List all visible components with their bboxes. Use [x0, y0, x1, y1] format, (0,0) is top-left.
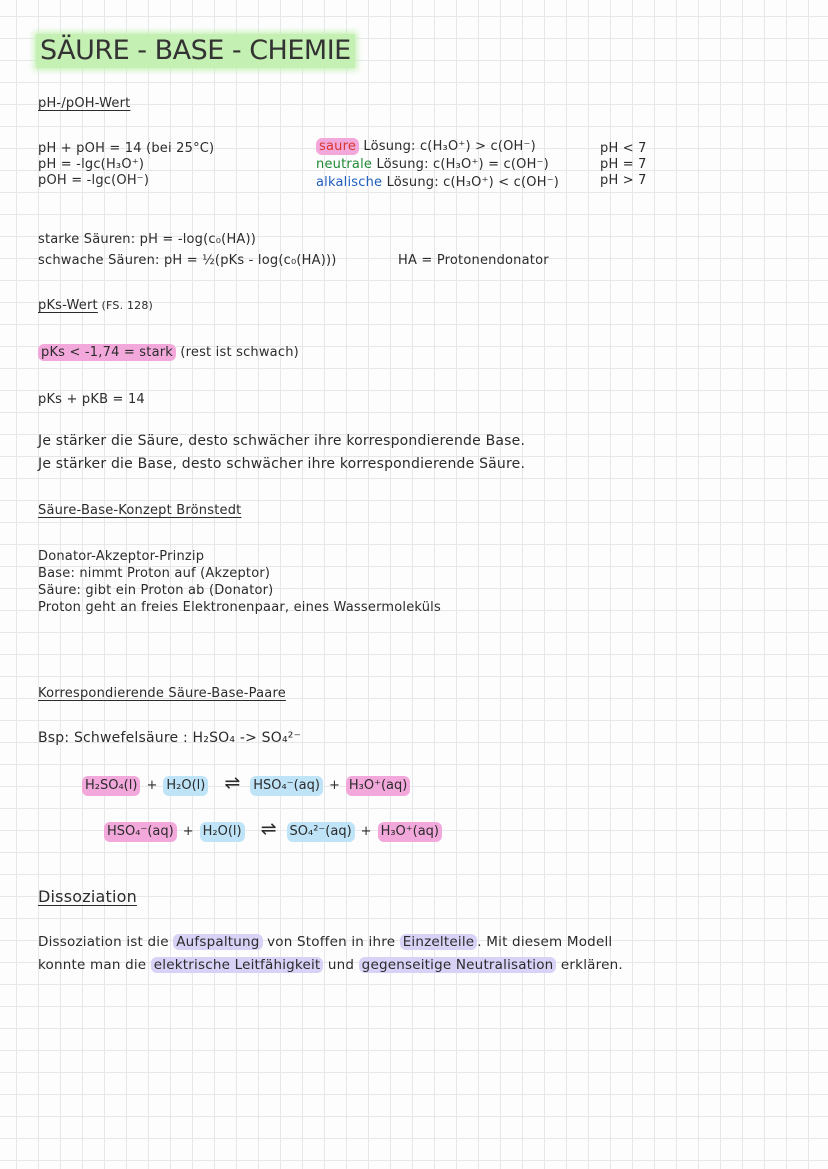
sulfuric-acid-example: Bsp: Schwefelsäure : H₂SO₄ -> SO₄²⁻	[38, 730, 302, 746]
reaction-2: HSO₄⁻(aq) + H₂O(l) ⇌ SO₄²⁻(aq) + H₃O⁺(aq)	[104, 817, 448, 842]
label-alkalische: alkalische	[316, 175, 383, 190]
equilibrium-arrow-icon: ⇌	[224, 772, 241, 794]
label-neutrale: neutrale	[316, 157, 373, 172]
dissociation-heading: Dissoziation	[38, 887, 137, 906]
rule-acid: Je stärker die Säure, desto schwächer ihre korrespondierende Base.	[38, 433, 526, 449]
r1-base: H₂O(l)	[163, 776, 208, 796]
reaction-1: H₂SO₄(l) + H₂O(l) ⇌ HSO₄⁻(aq) + H₃O⁺(aq)	[82, 771, 416, 796]
r2-acid: HSO₄⁻(aq)	[104, 822, 177, 842]
formula-poh: pOH = -lgc(OH⁻)	[38, 173, 150, 188]
formula-ph: pH = -lgc(H₃O⁺)	[38, 157, 145, 172]
bronsted-line-2: Base: nimmt Proton auf (Akzeptor)	[38, 566, 271, 581]
strong-acids-formula: starke Säuren: pH = -log(c₀(HA))	[38, 232, 257, 247]
highlight-einzelteile: Einzelteile	[400, 934, 478, 950]
pks-heading: pKs-Wert (FS. 128)	[38, 298, 154, 313]
ph-acidic: pH < 7	[600, 141, 647, 156]
r1-conj-base: HSO₄⁻(aq)	[250, 776, 323, 796]
ph-heading: pH-/pOH-Wert	[38, 96, 131, 111]
label-saure: saure	[316, 138, 359, 155]
r1-acid: H₂SO₄(l)	[82, 776, 140, 796]
pks-pkb-sum: pKs + pKB = 14	[38, 392, 145, 407]
highlight-neutralisation: gegenseitige Neutralisation	[359, 957, 557, 973]
r2-base: H₂O(l)	[200, 822, 245, 842]
ha-note: HA = Protonendonator	[398, 253, 549, 268]
solution-neutral: neutrale Lösung: c(H₃O⁺) = c(OH⁻)	[316, 157, 549, 172]
bronsted-heading: Säure-Base-Konzept Brönstedt	[38, 503, 242, 518]
ph-alkaline: pH > 7	[600, 173, 647, 188]
r2-conj-base: SO₄²⁻(aq)	[287, 822, 355, 842]
r2-conj-acid: H₃O⁺(aq)	[378, 822, 442, 842]
pks-strong-line: pKs < -1,74 = stark (rest ist schwach)	[38, 345, 299, 360]
bronsted-line-1: Donator-Akzeptor-Prinzip	[38, 549, 205, 564]
highlight-aufspaltung: Aufspaltung	[173, 934, 262, 950]
pairs-heading: Korrespondierende Säure-Base-Paare	[38, 686, 286, 701]
dissociation-line-2: konnte man die elektrische Leitfähigkeit und gegenseitige Neutralisation erklären.	[38, 957, 623, 973]
ph-neutral: pH = 7	[600, 157, 647, 172]
bronsted-line-4: Proton geht an freies Elektronenpaar, eines Wassermoleküls	[38, 600, 441, 615]
formula-ph-poh: pH + pOH = 14 (bei 25°C)	[38, 141, 215, 156]
weak-acids-formula: schwache Säuren: pH = ½(pKs - log(c₀(HA)))	[38, 253, 337, 268]
bronsted-line-3: Säure: gibt ein Proton ab (Donator)	[38, 583, 274, 598]
solution-acidic: saure Lösung: c(H₃O⁺) > c(OH⁻)	[316, 139, 536, 154]
equilibrium-arrow-icon: ⇌	[260, 818, 277, 840]
rule-base: Je stärker die Base, desto schwächer ihre korrespondierende Säure.	[38, 456, 526, 472]
highlight-leitfaehigkeit: elektrische Leitfähigkeit	[151, 957, 324, 973]
r1-conj-acid: H₃O⁺(aq)	[346, 776, 410, 796]
solution-alkaline: alkalische Lösung: c(H₃O⁺) < c(OH⁻)	[316, 175, 560, 190]
pks-strong-highlight: pKs < -1,74 = stark	[38, 344, 176, 361]
page-title: SÄURE - BASE - CHEMIE	[36, 34, 355, 68]
dissociation-line-1: Dissoziation ist die Aufspaltung von Stoffen in ihre Einzelteile . Mit diesem Modell	[38, 934, 613, 950]
